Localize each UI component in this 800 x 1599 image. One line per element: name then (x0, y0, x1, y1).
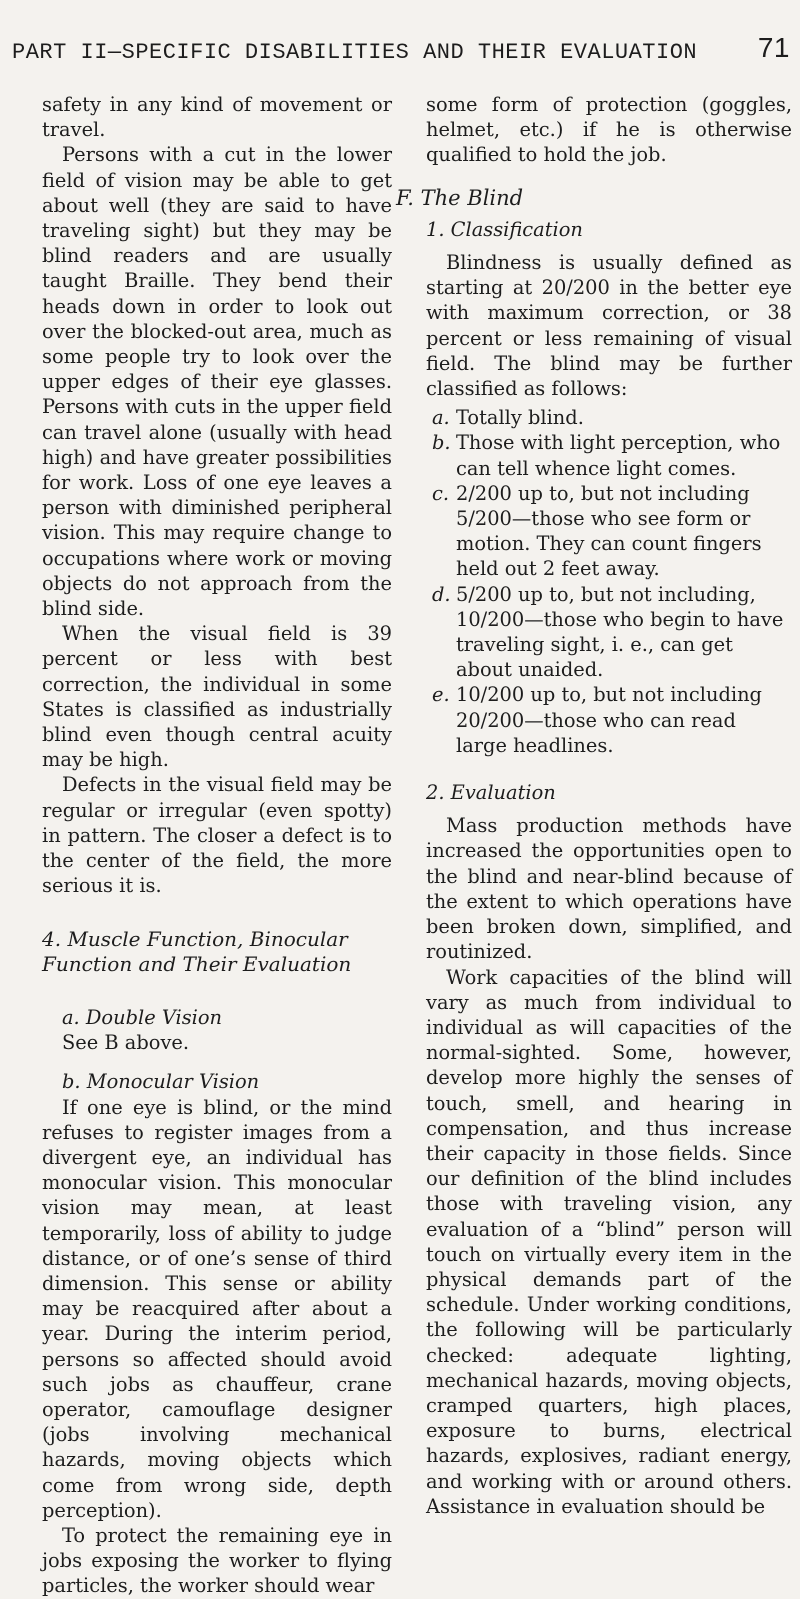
paragraph: Mass production methods have increased the opportunities open to the blind and near-blind because of the extent to which operations have been broken down, simplified, and routinized. (426, 814, 792, 964)
subsection-heading: a. Double Vision (62, 1005, 223, 1029)
paragraph: Work capacities of the blind will vary as much from individual to individual as will capacities of the normal-sighted. Some, however, develop more highly the senses of touch, smell, and hearing in compensation, and thus increase their capacity in those fields. Since our definition of the blind includes those with traveling vision, any evaluation of a “blind” person will touch on virtually every item in the physical demands part of the schedule. Under working conditions, the following will be particularly checked: adequate lighting, mechanical hazards, moving objects, cramped quarters, high places, exposure to burns, electrical hazards, explosives, radiant energy, and working with or around others. Assistance in evaluation should be (426, 965, 792, 1518)
section-heading: 4. Muscle Function, Binocular Function and Their Evaluation (42, 926, 352, 976)
header-title: PART II—SPECIFIC DISABILITIES AND THEIR EVALUATION (12, 40, 698, 65)
list-letter: c. (432, 481, 450, 505)
subsection-heading: 1. Classification (426, 217, 583, 241)
spacer (42, 977, 392, 991)
running-header (12, 32, 790, 65)
left-column (42, 92, 392, 1599)
list-item (426, 682, 792, 758)
right-column (396, 92, 792, 1519)
paragraph: safety in any kind of movement or travel. (42, 93, 392, 142)
list-letter: e. (432, 683, 450, 707)
paragraph: Blindness is usually defined as starting at 20/200 in the better eye with maximum correction, or 38 percent or less remaining of visual field. The blind may be further classified as follows: (426, 251, 792, 401)
paragraph: some form of protection (goggles, helmet, etc.) if he is otherwise qualified to hold the job. (426, 93, 792, 167)
list-item (426, 582, 792, 683)
list-item (426, 430, 792, 480)
list-letter: a. (432, 406, 450, 430)
subsection-heading: b. Monocular Vision (62, 1070, 260, 1094)
paragraph: Persons with a cut in the lower field of vision may be able to get about well (they are said to have traveling sight) but they may be blind readers and are usually taught Braille. They bend their heads down in order to look out over the blocked-out area, much as some people try to look over the upper edges of their eye glasses. Persons with cuts in the upper field can travel alone (usually with head high) and have greater possibilities for work. Loss of one eye leaves a person with diminished peripheral vision. This may require change to occupations where work or moving objects do not approach from the blind side. (42, 143, 392, 621)
list-letter: b. (432, 431, 451, 455)
list-text: Totally blind. (456, 406, 584, 430)
paragraph: If one eye is blind, or the mind refuses to register images from a divergent eye, an individual has monocular vision. This monocular vision may mean, at least temporarily, loss of ability to judge distance, or of one’s sense of third dimension. This sense or ability may be reacquired after about a year. During the interim period, persons so affected should avoid such jobs as chauffeur, crane operator, camouflage designer (jobs involving mechanical hazards, moving objects which come from wrong side, depth perception). (42, 1095, 392, 1522)
page-number: 71 (757, 32, 790, 63)
paragraph: To protect the remaining eye in jobs exposing the worker to flying particles, the worker should wear (42, 1523, 392, 1598)
list-text: 5/200 up to, but not including, 10/200—those who begin to have traveling sight, i. e., can get about unaided. (456, 582, 784, 682)
list-item (426, 481, 792, 582)
section-heading: F. The Blind (396, 185, 524, 210)
list-text: Those with light perception, who can tell whence light comes. (456, 431, 781, 480)
list-letter: d. (432, 582, 451, 606)
classification-list (426, 405, 792, 758)
paragraph: When the visual field is 39 percent or less with best correction, the individual in some States is classified as industrially blind even though central acuity may be high. (42, 622, 392, 772)
list-text: 10/200 up to, but not including 20/200—those who can read large headlines. (456, 683, 762, 757)
list-text: 2/200 up to, but not including 5/200—those who see form or motion. They can count fingers held out 2 feet away. (456, 481, 762, 581)
paragraph: See B above. (62, 1031, 190, 1055)
subsection-heading: 2. Evaluation (426, 781, 556, 805)
paragraph: Defects in the visual field may be regular or irregular (even spotty) in pattern. The closer a defect is to the center of the field, the more serious it is. (42, 773, 392, 898)
list-item (426, 405, 792, 430)
spacer (42, 899, 392, 913)
